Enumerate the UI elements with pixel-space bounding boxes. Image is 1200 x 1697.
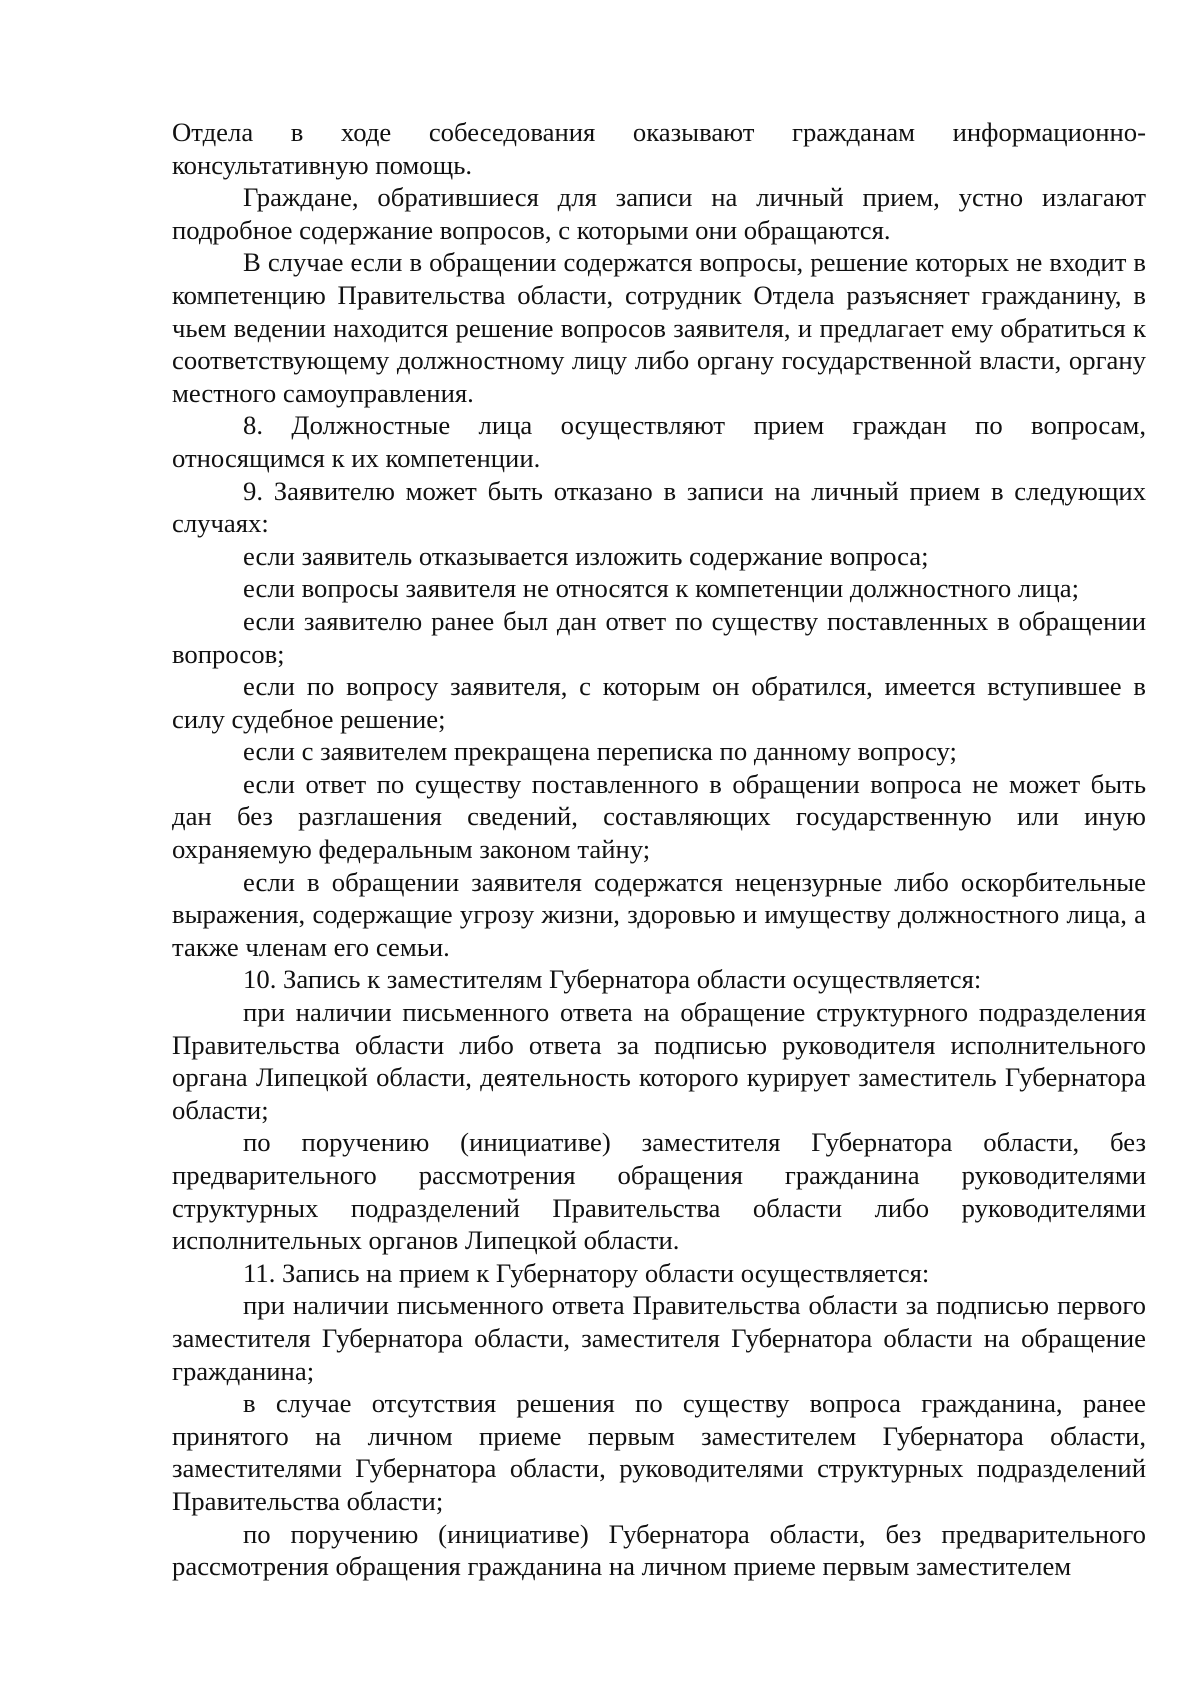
paragraph-16: 11. Запись на прием к Губернатору области осуществляется: [243, 1257, 930, 1288]
paragraph-12: если в обращении заявителя содержатся нецензурные либо оскорбительные выражения, содержащие угрозу жизни, здоровью и имуществу должностного лица, а также членам его семьи. [172, 866, 1146, 962]
paragraph-10: если с заявителем прекращена переписка по данному вопросу; [243, 736, 957, 767]
paragraph-2: Граждане, обратившиеся для записи на личный прием, устно излагают подробное содержание вопросов, с которыми они обращаются. [172, 182, 1146, 245]
paragraph-15: по поручению (инициативе) заместителя Губернатора области, без предварительного рассмотрения обращения гражданина руководителями структурных подразделений Правительства области либо руководителями исполнительных органов Липецкой области. [172, 1127, 1146, 1256]
paragraph-7: если вопросы заявителя не относятся к компетенции должностного лица; [243, 573, 1080, 604]
paragraph-18: в случае отсутствия решения по существу вопроса гражданина, ранее принятого на личном приеме первым заместителем Губернатора области, заместителями Губернатора области, руководителями структурных подразделений Правительства области; [172, 1388, 1146, 1516]
paragraph-4: 8. Должностные лица осуществляют прием граждан по вопросам, относящимся к их компетенции. [172, 410, 1146, 473]
paragraph-5: 9. Заявителю может быть отказано в записи на личный прием в следующих случаях: [172, 475, 1146, 539]
paragraph-14: при наличии письменного ответа на обращение структурного подразделения Правительства области либо ответа за подписью руководителя исполнительного органа Липецкой области, деятельность которого курирует заместитель Губернатора области; [172, 997, 1146, 1125]
paragraph-3: В случае если в обращении содержатся вопросы, решение которых не входит в компетенцию Правительства области, сотрудник Отдела разъясняет гражданину, в чьем ведении находится решение вопросов заявителя, и предлагает ему обратиться к соответствующему должностному лицу либо органу государственной власти, органу местного самоуправления. [172, 247, 1146, 408]
paragraph-8: если заявителю ранее был дан ответ по существу поставленных в обращении вопросов; [172, 605, 1146, 669]
document-body [172, 116, 1146, 1583]
paragraph-11: если ответ по существу поставленного в обращении вопроса не может быть дан без разглашения сведений, составляющих государственную или иную охраняемую федеральным законом тайну; [172, 768, 1146, 865]
paragraph-13: 10. Запись к заместителям Губернатора области осуществляется: [243, 964, 982, 995]
paragraph-17: при наличии письменного ответа Правительства области за подписью первого заместителя Губернатора области, заместителя Губернатора области на обращение гражданина; [172, 1290, 1146, 1386]
paragraph-19: по поручению (инициативе) Губернатора области, без предварительного рассмотрения обращения гражданина на личном приеме первым заместителем [172, 1518, 1146, 1582]
paragraph-9: если по вопросу заявителя, с которым он обратился, имеется вступившее в силу судебное решение; [172, 671, 1146, 734]
paragraph-6: если заявитель отказывается изложить содержание вопроса; [243, 540, 929, 571]
paragraph-1: Отдела в ходе собеседования оказывают гражданам информационно-консультативную помощь. [172, 117, 1146, 180]
